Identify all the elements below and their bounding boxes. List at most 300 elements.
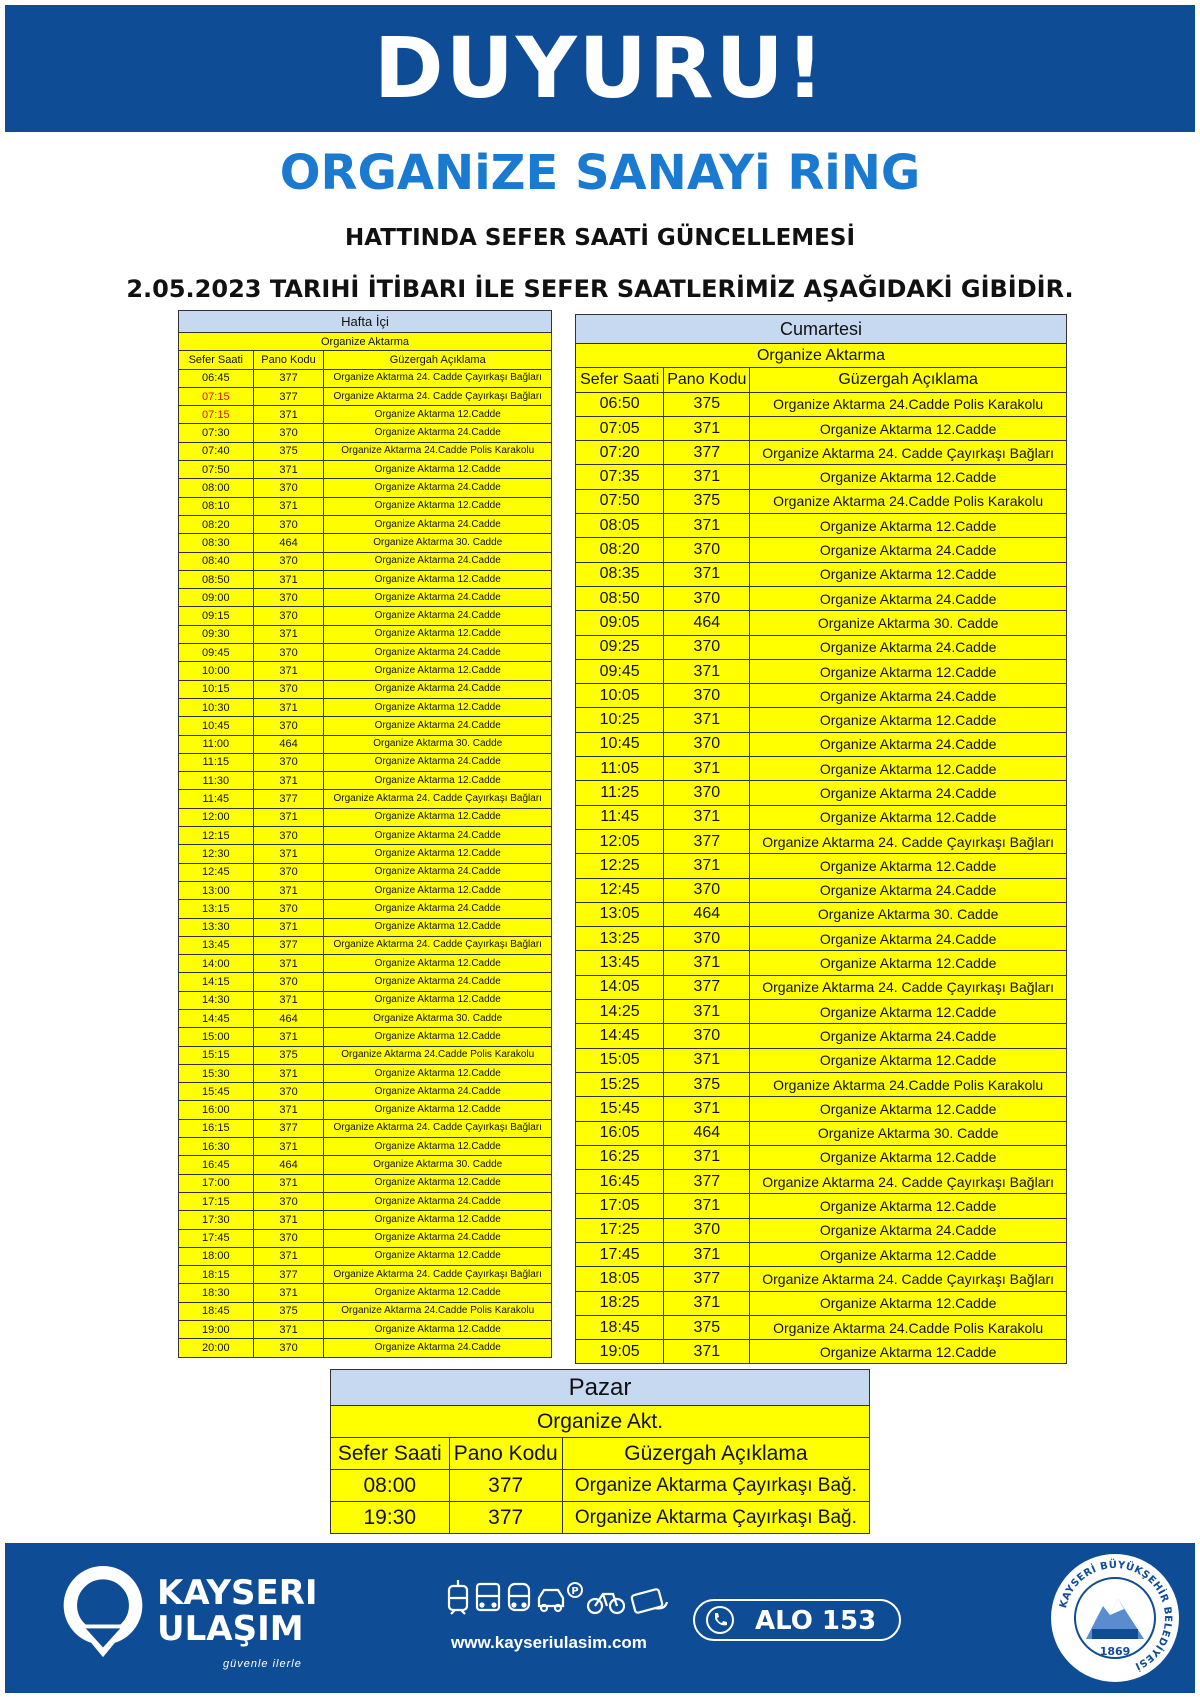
sunday-stop-row [331,1406,870,1438]
weekday-title-row [179,311,552,333]
departure-time: 09:15 [179,607,254,625]
departure-time: 07:05 [576,416,664,440]
board-code: 464 [253,735,324,753]
table-row [576,708,1067,732]
board-code: 370 [664,684,750,708]
saturday-schedule-table [575,314,1067,1364]
route-description: Organize Aktarma 12.Cadde [324,991,552,1009]
table-row [576,1194,1067,1218]
route-description: Organize Aktarma 12.Cadde [324,406,552,424]
route-description: Organize Aktarma 24.Cadde [324,1229,552,1247]
weekday-stop: Organize Aktarma [179,333,552,351]
departure-time: 18:05 [576,1267,664,1291]
table-row [576,1291,1067,1315]
board-code: 464 [664,902,750,926]
departure-time: 07:20 [576,441,664,465]
route-description: Organize Aktarma 30. Cadde [750,611,1067,635]
route-description: Organize Aktarma 12.Cadde [324,1284,552,1302]
board-code: 371 [664,416,750,440]
board-code: 370 [664,586,750,610]
board-code: 370 [253,827,324,845]
route-description: Organize Aktarma 12.Cadde [324,1101,552,1119]
board-code: 370 [253,607,324,625]
board-code: 370 [253,424,324,442]
route-description: Organize Aktarma 30. Cadde [750,902,1067,926]
route-description: Organize Aktarma 12.Cadde [750,757,1067,781]
board-code: 371 [664,1340,750,1364]
table-row [576,805,1067,829]
footer-bar [5,1543,1195,1693]
table-row [576,538,1067,562]
sunday-stop: Organize Akt. [331,1406,870,1438]
route-description: Organize Aktarma 12.Cadde [324,461,552,479]
board-code: 377 [253,936,324,954]
table-row [576,1315,1067,1339]
board-code: 370 [253,644,324,662]
table-row [179,1247,552,1265]
route-description: Organize Aktarma 12.Cadde [750,951,1067,975]
departure-time: 17:00 [179,1174,254,1192]
board-code: 370 [253,1083,324,1101]
departure-time: 10:05 [576,684,664,708]
table-row [179,1046,552,1064]
board-code: 370 [253,717,324,735]
departure-time: 07:15 [179,406,254,424]
departure-time: 17:45 [179,1229,254,1247]
board-code: 370 [253,1339,324,1357]
sunday-title: Pazar [331,1370,870,1406]
route-description: Organize Aktarma 24.Cadde [324,644,552,662]
table-row [179,772,552,790]
departure-time: 16:45 [179,1156,254,1174]
board-code: 377 [449,1470,562,1502]
departure-time: 20:00 [179,1339,254,1357]
sunday-schedule-table [330,1369,870,1534]
departure-time: 09:05 [576,611,664,635]
route-description: Organize Aktarma 12.Cadde [750,1291,1067,1315]
departure-time: 18:25 [576,1291,664,1315]
departure-time: 12:30 [179,845,254,863]
route-description: Organize Aktarma 24.Cadde Polis Karakolu [324,442,552,460]
route-description: Organize Aktarma 24. Cadde Çayırkaşı Bağları [750,975,1067,999]
bus-icon [477,1584,499,1610]
departure-time: 06:50 [576,392,664,416]
board-code: 464 [253,534,324,552]
board-code: 371 [664,951,750,975]
departure-time: 18:15 [179,1266,254,1284]
route-description: Organize Aktarma 12.Cadde [750,1048,1067,1072]
bus-front-icon [509,1584,529,1610]
departure-time: 07:50 [179,461,254,479]
departure-time: 19:00 [179,1321,254,1339]
board-code: 371 [253,991,324,1009]
table-row [576,927,1067,951]
table-row [576,1121,1067,1145]
table-row [179,1339,552,1357]
departure-time: 14:15 [179,973,254,991]
board-code: 370 [253,900,324,918]
route-description: Organize Aktarma 24. Cadde Çayırkaşı Bağları [750,1267,1067,1291]
departure-time: 18:45 [576,1315,664,1339]
route-description: Organize Aktarma 12.Cadde [324,570,552,588]
board-code: 370 [253,552,324,570]
route-description: Organize Aktarma 12.Cadde [750,465,1067,489]
board-code: 377 [664,829,750,853]
board-code: 371 [253,1211,324,1229]
departure-time: 10:25 [576,708,664,732]
table-row [576,975,1067,999]
board-code: 371 [253,1247,324,1265]
board-code: 371 [664,1145,750,1169]
departure-time: 06:45 [179,369,254,387]
sunday-route-header: Güzergah Açıklama [562,1438,869,1470]
route-description: Organize Aktarma 24.Cadde [324,973,552,991]
table-row [179,1266,552,1284]
departure-time: 16:45 [576,1170,664,1194]
table-row [576,586,1067,610]
table-row [179,1028,552,1046]
route-description: Organize Aktarma 24.Cadde [750,732,1067,756]
table-row [179,918,552,936]
route-description: Organize Aktarma Çayırkaşı Bağ. [562,1470,869,1502]
sunday-title-row [331,1370,870,1406]
table-row [179,1211,552,1229]
table-row [576,829,1067,853]
route-description: Organize Aktarma 12.Cadde [324,845,552,863]
table-row [179,991,552,1009]
departure-time: 11:05 [576,757,664,781]
saturday-title: Cumartesi [576,315,1067,344]
table-row [576,902,1067,926]
hotline-number: ALO 153 [755,1606,877,1636]
board-code: 370 [664,1024,750,1048]
departure-time: 15:15 [179,1046,254,1064]
departure-time: 13:00 [179,881,254,899]
route-description: Organize Aktarma 12.Cadde [324,772,552,790]
board-code: 377 [253,1119,324,1137]
route-description: Organize Aktarma 30. Cadde [324,534,552,552]
table-row [179,680,552,698]
route-description: Organize Aktarma 24. Cadde Çayırkaşı Bağları [324,1119,552,1137]
departure-time: 12:45 [576,878,664,902]
departure-time: 07:50 [576,489,664,513]
table-row [576,659,1067,683]
saturday-title-row [576,315,1067,344]
departure-time: 16:30 [179,1138,254,1156]
website-link[interactable]: www.kayseriulasim.com [451,1633,647,1652]
route-description: Organize Aktarma 12.Cadde [750,805,1067,829]
table-row [576,781,1067,805]
board-code: 377 [664,1267,750,1291]
departure-time: 10:45 [179,717,254,735]
route-description: Organize Aktarma 24.Cadde [750,684,1067,708]
route-description: Organize Aktarma 24. Cadde Çayırkaşı Bağları [750,1170,1067,1194]
route-description: Organize Aktarma 24.Cadde [324,1339,552,1357]
weekday-code-header: Pano Kodu [253,351,324,369]
route-description: Organize Aktarma 12.Cadde [324,1211,552,1229]
table-row [179,973,552,991]
table-row [179,698,552,716]
table-row [179,369,552,387]
board-code: 371 [664,708,750,732]
board-code: 370 [664,635,750,659]
board-code: 464 [664,611,750,635]
table-row [576,1218,1067,1242]
route-description: Organize Aktarma 12.Cadde [324,955,552,973]
board-code: 464 [253,1009,324,1027]
board-code: 371 [664,805,750,829]
board-code: 370 [253,515,324,533]
sunday-column-headers [331,1438,870,1470]
table-row [179,1009,552,1027]
board-code: 371 [664,514,750,538]
table-row [179,534,552,552]
table-row [179,1119,552,1137]
saturday-stop: Organize Aktarma [576,344,1067,368]
route-description: Organize Aktarma 24.Cadde [324,900,552,918]
departure-time: 17:30 [179,1211,254,1229]
table-row [179,808,552,826]
route-description: Organize Aktarma 12.Cadde [324,1321,552,1339]
table-row [179,863,552,881]
table-row [179,1156,552,1174]
board-code: 370 [664,878,750,902]
route-description: Organize Aktarma 24.Cadde [750,538,1067,562]
board-code: 375 [664,1072,750,1096]
table-row [179,900,552,918]
departure-time: 17:15 [179,1192,254,1210]
route-description: Organize Aktarma 12.Cadde [750,416,1067,440]
table-row [331,1470,870,1502]
update-subtitle: HATTINDA SEFER SAATİ GÜNCELLEMESİ [344,225,856,251]
table-row [179,955,552,973]
table-row [179,515,552,533]
table-row [576,392,1067,416]
departure-time: 08:20 [576,538,664,562]
board-code: 377 [253,387,324,405]
route-description: Organize Aktarma 24.Cadde Polis Karakolu [324,1302,552,1320]
route-description: Organize Aktarma 12.Cadde [324,881,552,899]
table-row [179,936,552,954]
board-code: 377 [253,1266,324,1284]
departure-time: 11:15 [179,753,254,771]
board-code: 375 [664,1315,750,1339]
departure-time: 16:00 [179,1101,254,1119]
route-description: Organize Aktarma 12.Cadde [324,625,552,643]
departure-time: 12:05 [576,829,664,853]
board-code: 371 [253,662,324,680]
board-code: 371 [664,659,750,683]
tram-icon [449,1580,467,1614]
board-code: 371 [664,465,750,489]
route-description: Organize Aktarma 12.Cadde [750,854,1067,878]
table-row [576,635,1067,659]
departure-time: 12:25 [576,854,664,878]
board-code: 371 [664,1291,750,1315]
table-row [179,607,552,625]
table-row [179,881,552,899]
route-description: Organize Aktarma 12.Cadde [750,1340,1067,1364]
table-row [179,753,552,771]
sunday-time-header: Sefer Saati [331,1438,450,1470]
table-row [179,1284,552,1302]
table-row [576,1242,1067,1266]
departure-time: 18:45 [179,1302,254,1320]
brand-tagline: güvenle ilerle [223,1658,302,1670]
saturday-time-header: Sefer Saati [576,368,664,392]
board-code: 371 [253,1028,324,1046]
board-code: 371 [253,625,324,643]
departure-time: 08:50 [576,586,664,610]
route-description: Organize Aktarma 12.Cadde [324,1064,552,1082]
departure-time: 17:45 [576,1242,664,1266]
hotline-badge[interactable] [693,1599,901,1641]
saturday-stop-row [576,344,1067,368]
departure-time: 12:00 [179,808,254,826]
board-code: 370 [664,781,750,805]
route-description: Organize Aktarma 30. Cadde [750,1121,1067,1145]
table-row [179,552,552,570]
board-code: 370 [664,732,750,756]
table-row [331,1502,870,1534]
board-code: 371 [253,845,324,863]
parking-icon [568,1583,582,1597]
departure-time: 19:05 [576,1340,664,1364]
board-code: 371 [253,772,324,790]
departure-time: 09:00 [179,589,254,607]
route-description: Organize Aktarma 24.Cadde [750,781,1067,805]
table-row [179,570,552,588]
route-description: Organize Aktarma 12.Cadde [750,1000,1067,1024]
route-description: Organize Aktarma 30. Cadde [324,735,552,753]
table-row [179,845,552,863]
departure-time: 15:30 [179,1064,254,1082]
departure-time: 16:15 [179,1119,254,1137]
route-description: Organize Aktarma 12.Cadde [750,708,1067,732]
table-row [179,589,552,607]
departure-time: 12:45 [179,863,254,881]
route-description: Organize Aktarma 24.Cadde Polis Karakolu [750,392,1067,416]
route-description: Organize Aktarma 24.Cadde [324,1192,552,1210]
board-code: 370 [253,680,324,698]
board-code: 370 [253,479,324,497]
departure-time: 09:25 [576,635,664,659]
departure-time: 07:30 [179,424,254,442]
route-description: Organize Aktarma 24.Cadde [324,680,552,698]
route-description: Organize Aktarma 24.Cadde [324,515,552,533]
weekday-schedule-table [178,310,552,1358]
brand-line-1: KAYSERI [157,1573,318,1613]
table-row [576,1097,1067,1121]
car-icon [539,1590,563,1611]
route-description: Organize Aktarma 12.Cadde [324,1028,552,1046]
board-code: 464 [664,1121,750,1145]
route-description: Organize Aktarma 12.Cadde [750,1194,1067,1218]
table-row [179,717,552,735]
board-code: 371 [664,1097,750,1121]
departure-time: 15:00 [179,1028,254,1046]
route-description: Organize Aktarma 24.Cadde Polis Karakolu [750,1072,1067,1096]
board-code: 375 [253,1302,324,1320]
route-description: Organize Aktarma 24.Cadde [324,863,552,881]
board-code: 370 [664,927,750,951]
departure-time: 07:35 [576,465,664,489]
bicycle-icon [588,1594,624,1613]
seal-year: 1869 [1099,1645,1131,1658]
route-description: Organize Aktarma 12.Cadde [750,659,1067,683]
departure-time: 10:30 [179,698,254,716]
board-code: 375 [664,489,750,513]
departure-time: 09:45 [576,659,664,683]
table-row [179,406,552,424]
departure-time: 18:30 [179,1284,254,1302]
board-code: 371 [253,1101,324,1119]
table-row [179,827,552,845]
route-description: Organize Aktarma 24. Cadde Çayırkaşı Bağları [324,387,552,405]
board-code: 371 [253,955,324,973]
route-description: Organize Aktarma 12.Cadde [750,1145,1067,1169]
route-description: Organize Aktarma 24. Cadde Çayırkaşı Bağları [324,1266,552,1284]
departure-time: 08:20 [179,515,254,533]
route-description: Organize Aktarma 24. Cadde Çayırkaşı Bağları [324,790,552,808]
route-description: Organize Aktarma 24.Cadde [324,479,552,497]
table-row [576,489,1067,513]
table-row [179,461,552,479]
departure-time: 08:05 [576,514,664,538]
table-row [179,1138,552,1156]
route-description: Organize Aktarma 24.Cadde [324,827,552,845]
board-code: 377 [664,975,750,999]
route-description: Organize Aktarma 24.Cadde [750,635,1067,659]
departure-time: 14:45 [179,1009,254,1027]
table-row [576,1267,1067,1291]
departure-time: 08:40 [179,552,254,570]
route-description: Organize Aktarma 30. Cadde [324,1009,552,1027]
route-description: Organize Aktarma 24.Cadde [750,878,1067,902]
table-row [576,1072,1067,1096]
board-code: 371 [253,406,324,424]
board-code: 371 [664,854,750,878]
departure-time: 10:00 [179,662,254,680]
saturday-column-headers [576,368,1067,392]
table-row [576,465,1067,489]
route-description: Organize Aktarma 24.Cadde [750,1218,1067,1242]
table-row [179,387,552,405]
board-code: 370 [253,973,324,991]
departure-time: 10:45 [576,732,664,756]
route-description: Organize Aktarma 24.Cadde Polis Karakolu [324,1046,552,1064]
board-code: 377 [449,1502,562,1534]
route-description: Organize Aktarma 12.Cadde [324,698,552,716]
route-description: Organize Aktarma 24.Cadde Polis Karakolu [750,1315,1067,1339]
departure-time: 11:30 [179,772,254,790]
top-banner [5,5,1195,132]
route-description: Organize Aktarma 12.Cadde [750,562,1067,586]
route-description: Organize Aktarma 24.Cadde [324,717,552,735]
route-description: Organize Aktarma 24. Cadde Çayırkaşı Bağları [750,441,1067,465]
table-row [179,1302,552,1320]
municipality-seal-icon [1048,1551,1182,1685]
departure-time: 13:15 [179,900,254,918]
departure-time: 15:45 [179,1083,254,1101]
table-row [576,416,1067,440]
board-code: 371 [664,562,750,586]
table-row [179,1321,552,1339]
departure-time: 10:15 [179,680,254,698]
weekday-stop-row [179,333,552,351]
table-row [179,1174,552,1192]
board-code: 371 [664,1000,750,1024]
